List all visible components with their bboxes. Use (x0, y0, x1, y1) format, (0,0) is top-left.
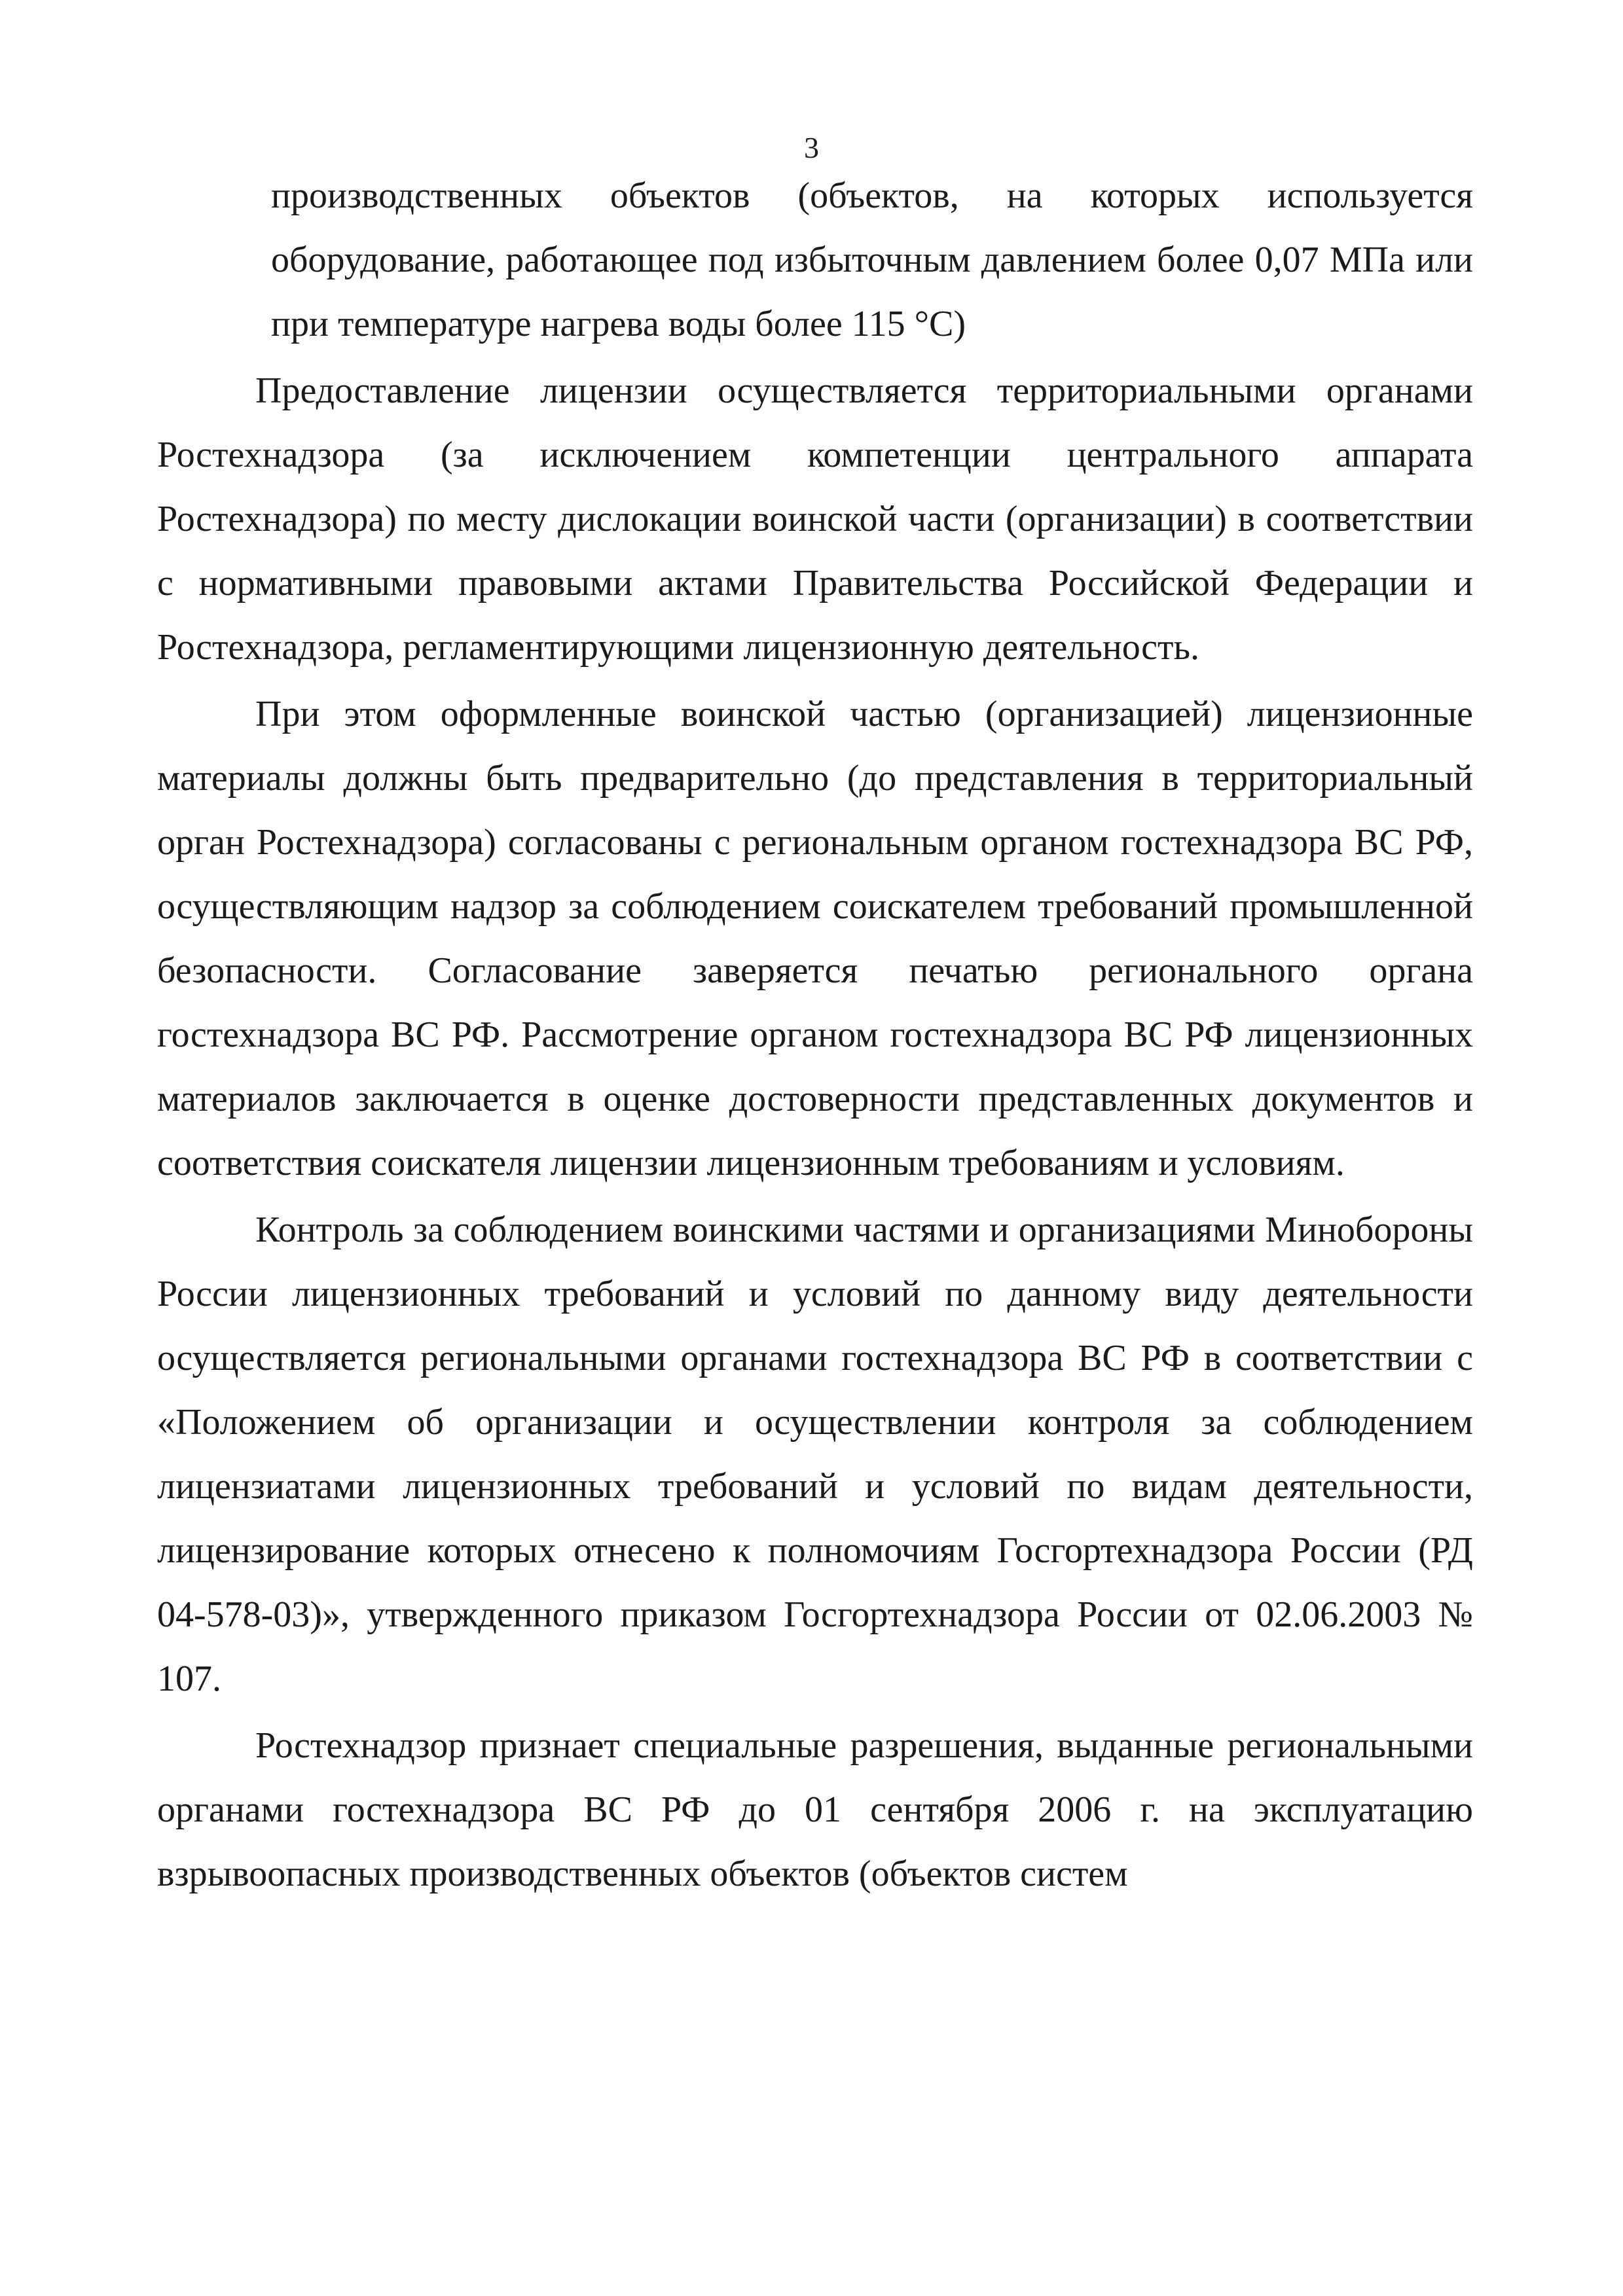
document-body (157, 164, 1473, 1906)
page-number: 3 (804, 131, 819, 164)
paragraph-license-materials: При этом оформленные воинской частью (организацией) лицензионные материалы должны быть предварительно (до представления в территориальный орган Ростехнадзора) согласованы с региональным органом гостехнадзора ВС РФ, осуществляющим надзор за соблюдением соискателем требований промышленной безопасности. Согласование заверяется печатью регионального органа гостехнадзора ВС РФ. Рассмотрение органом гостехнадзора ВС РФ лицензионных материалов заключается в оценке достоверности представленных документов и соответствия соискателя лицензии лицензионным требованиям и условиям. (157, 694, 1473, 1183)
paragraph-continuation: производственных объектов (объектов, на которых используется оборудование, работающее под избыточным давлением более 0,07 МПа или при температуре нагрева воды более 115 °С) (271, 175, 1473, 344)
paragraph-special-permits: Ростехнадзор признает специальные разрешения, выданные региональными органами гостехнадзора ВС РФ до 01 сентября 2006 г. на эксплуатацию взрывоопасных производственных объектов (объектов систем (157, 1725, 1473, 1894)
paragraph-license-control: Контроль за соблюдением воинскими частями и организациями Минобороны России лицензионных требований и условий по данному виду деятельности осуществляется региональными органами гостехнадзора ВС РФ в соответствии с «Положением об организации и осуществлении контроля за соблюдением лицензиатами лицензионных требований и условий по видам деятельности, лицензирование которых отнесено к полномочиям Госгортехнадзора России (РД 04-578-03)», утвержденного приказом Госгортехнадзора России от 02.06.2003 № 107. (157, 1210, 1473, 1699)
paragraph-license-provision: Предоставление лицензии осуществляется территориальными органами Ростехнадзора (за исключением компетенции центрального аппарата Ростехнадзора) по месту дислокации воинской части (организации) в соответствии с нормативными правовыми актами Правительства Российской Федерации и Ростехнадзора, регламентирующими лицензионную деятельность. (157, 370, 1473, 668)
